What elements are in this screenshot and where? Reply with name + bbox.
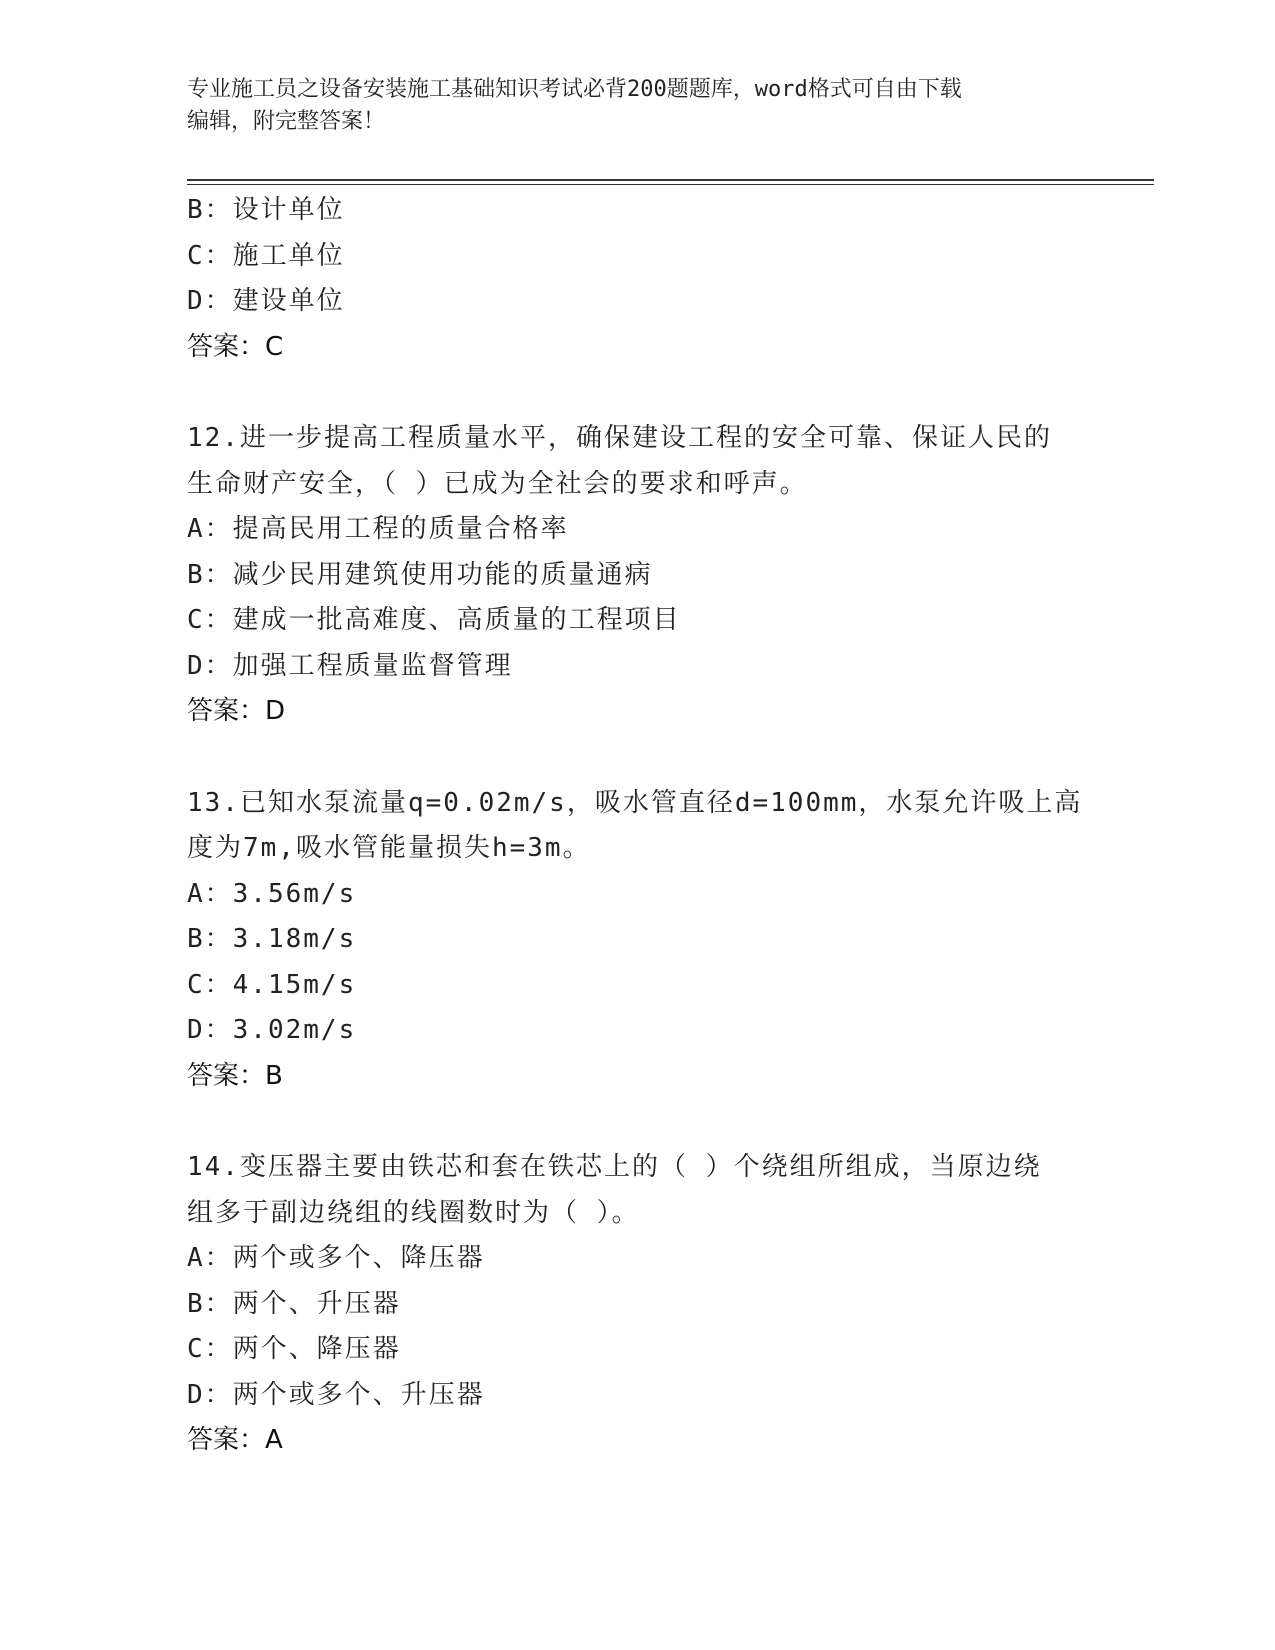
option-d: D：加强工程质量监督管理 bbox=[187, 650, 513, 681]
option-d: D：建设单位 bbox=[187, 286, 345, 316]
answer-line: 答案：A bbox=[187, 1425, 283, 1455]
question-stem bbox=[187, 416, 1067, 507]
option-c: C：4.15m/s bbox=[187, 969, 357, 1000]
option-a: A：两个或多个、降压器 bbox=[187, 1243, 485, 1273]
question-stem bbox=[187, 781, 1083, 872]
option-c: C：两个、降压器 bbox=[187, 1334, 401, 1364]
stem-line-1: 12.进一步提高工程质量水平，确保建设工程的安全可靠、保证人民的 bbox=[187, 423, 1052, 453]
spacer bbox=[187, 370, 1087, 416]
option-a: A：3.56m/s bbox=[187, 878, 357, 909]
stem-line-2: 度为7m,吸水管能量损失h=3m。 bbox=[187, 833, 591, 863]
question-12 bbox=[187, 416, 1087, 735]
option-c: C：建成一批高难度、高质量的工程项目 bbox=[187, 605, 681, 635]
option-b: B：两个、升压器 bbox=[187, 1288, 401, 1319]
stem-line-1: 13.已知水泵流量q=0.02m/s，吸水管直径d=100mm，水泵允许吸上高 bbox=[187, 787, 1083, 818]
option-d: D：两个或多个、升压器 bbox=[187, 1379, 485, 1410]
stem-line-1: 14.变压器主要由铁芯和套在铁芯上的（ ）个绕组所组成，当原边绕 bbox=[187, 1152, 1042, 1182]
question-14 bbox=[187, 1145, 1087, 1464]
option-d: D：3.02m/s bbox=[187, 1015, 357, 1045]
stem-line-2: 生命财产安全，（ ）已成为全社会的要求和呼声。 bbox=[187, 468, 808, 499]
option-b: B：减少民用建筑使用功能的质量通病 bbox=[187, 559, 653, 590]
header-rule-thick bbox=[187, 179, 1154, 181]
spacer bbox=[187, 735, 1087, 781]
answer-line: 答案：C bbox=[187, 331, 284, 362]
option-c: C：施工单位 bbox=[187, 240, 345, 271]
question-stem bbox=[187, 1145, 1067, 1236]
spacer bbox=[187, 1099, 1087, 1145]
question-list bbox=[187, 188, 1087, 1464]
option-b: B：设计单位 bbox=[187, 195, 345, 225]
question-11-continued bbox=[187, 188, 1087, 370]
header-title-line-2: 编辑，附完整答案！ bbox=[187, 109, 386, 134]
answer-line: 答案：B bbox=[187, 1060, 283, 1091]
question-13 bbox=[187, 781, 1087, 1100]
answer-line: 答案：D bbox=[187, 696, 286, 726]
header-title-line-1: 专业施工员之设备安装施工基础知识考试必背200题题库，word格式可自由下载 bbox=[187, 77, 962, 102]
page-header bbox=[187, 74, 1087, 138]
option-b: B：3.18m/s bbox=[187, 924, 357, 954]
option-a: A：提高民用工程的质量合格率 bbox=[187, 514, 569, 544]
stem-line-2: 组多于副边绕组的线圈数时为（ ）。 bbox=[187, 1197, 640, 1228]
header-rule-thin bbox=[187, 184, 1154, 185]
